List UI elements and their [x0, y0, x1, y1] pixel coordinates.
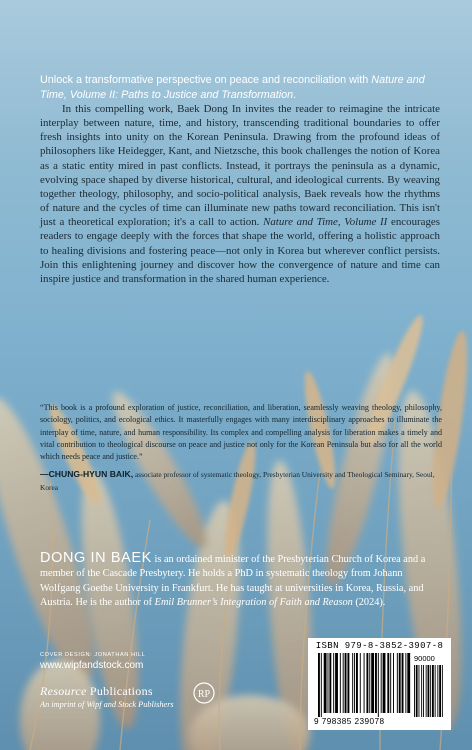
cover-credits — [40, 652, 145, 671]
barcode-addon-bar — [423, 665, 424, 717]
barcode-addon-bar — [426, 665, 427, 717]
lead-line: Unlock a transformative perspective on peace and reconciliation with — [40, 74, 369, 86]
cover-design-credit: COVER DESIGN: JONATHAN HILL — [40, 652, 146, 658]
barcode-bar — [375, 653, 377, 713]
bio-book-title: Emil Brunner’s Integration of Faith and Reason — [154, 597, 353, 609]
barcode-bar — [352, 653, 353, 713]
barcode-bar — [383, 653, 386, 713]
barcode-bar — [378, 653, 379, 717]
barcode-addon-bar — [439, 665, 441, 717]
barcode-addon-bar — [419, 665, 420, 717]
publisher-logo-icon — [193, 682, 215, 704]
description-part-2: encourages readers to engage deeply with the forces that shape the world, offering a holistic approach to healing divisions and fostering peace—not only in Korea but wherever conflict persists. Join this enlightening journey and discover how the convergence of nature and time can inspire justice and transformation in the shared human experience. — [40, 216, 440, 285]
publisher-imprint: An imprint of Wipf and Stock Publishers — [40, 700, 174, 709]
author-name: DONG IN BAEK — [40, 550, 152, 566]
barcode-addon-bar — [428, 665, 430, 717]
barcode-bar — [356, 653, 358, 713]
barcode-bar — [371, 653, 374, 713]
barcode-bar — [407, 653, 410, 713]
barcode-bar — [340, 653, 341, 713]
barcode-bar — [343, 653, 344, 713]
barcode-addon-digits: 90000 — [414, 654, 435, 663]
lead-tagline — [40, 73, 440, 102]
barcode-bar — [387, 653, 389, 713]
lead-end: . — [293, 88, 297, 101]
barcode-addon-bar — [414, 665, 415, 717]
barcode-addon-bar — [416, 665, 418, 717]
isbn-label: ISBN 979-8-3852-3907-8 — [315, 641, 444, 651]
barcode-addon-bar — [437, 665, 438, 717]
barcode-bar — [402, 653, 404, 713]
barcode-bar — [381, 653, 382, 713]
description-part-1: In this compelling work, Baek Dong In invites the reader to reimagine the intricate interplay between nature, time, and history, transcending traditional boundaries to offer fresh insights into unity on the Korean Peninsula. Drawing from the profound ideas of philosophers like Heidegger, Kant, and Nietzsche, this book challenges the notion of Korea as a static entity mired in past conflicts. Instead, it portrays the peninsula as a dynamic, evolving space shaped by diverse historical, cultural, and ideological currents. By weaving together theology, philosophy, and socio-political analysis, Baek reveals how the rhythms of nature and the cycles of time can illuminate new paths toward reconciliation. This isn't just a theoretical exploration; it's a call to action. — [40, 103, 440, 229]
endorsement-quote: “This book is a profound exploration of justice, reconciliation, and liberation, seamlessly weaving theology, philosophy, sociology, politics, and ecological ethics. It masterfully engages with many interdisciplinary approaches to illuminate the interplay of time, nature, and human responsibility. Its complex and compelling analysis for liberation makes a timely and vital contribution to theological discourse on peace and justice not only for the Korean Peninsula but also for all the world which needs peace and justice.” — [40, 403, 442, 462]
barcode-bar — [366, 653, 368, 713]
barcode-bar — [405, 653, 406, 713]
barcode-bar — [360, 653, 361, 713]
description-title: Nature and Time, Volume II — [263, 216, 388, 229]
endorser-name: —CHUNG-HYUN BAIK, — [40, 469, 134, 479]
publisher-website: www.wipfandstock.com — [40, 660, 144, 671]
lead-title: Nature and Time, Volume II: Paths to Justice and Transformation — [40, 74, 425, 101]
barcode-bar — [345, 653, 347, 713]
barcode-bar — [364, 653, 365, 713]
barcode-bar — [390, 653, 391, 713]
barcode-bar — [397, 653, 398, 713]
barcode-bar — [335, 653, 338, 713]
barcode-bar — [318, 653, 320, 717]
author-bio — [40, 551, 444, 611]
barcode-panel — [308, 638, 451, 730]
barcode-bar — [324, 653, 327, 713]
barcode-addon-bar — [432, 665, 434, 717]
endorsement-attribution — [40, 468, 444, 494]
barcode-addon-bar — [430, 665, 431, 717]
barcode-addon-bar — [421, 665, 422, 717]
bio-end: (2024). — [352, 597, 386, 609]
barcode-addon-bar — [435, 665, 436, 717]
barcode-bar — [321, 653, 322, 717]
bio-text: is an ordained minister of the Presbyterian Church of Korea and a member of the Cascade Presbytery. He holds a PhD in systematic theology from Johann Wolfgang Goethe University in Frankfurt. He has taught at universities in Korea, Russia, and Austria. He is the author of — [40, 554, 426, 609]
publisher-name-italic: Resource — [40, 684, 90, 698]
barcode-digits: 9 798385 239078 — [314, 717, 385, 726]
barcode-bar — [333, 653, 334, 713]
barcode-addon-bar — [442, 665, 443, 717]
barcode-bar — [369, 653, 370, 713]
barcode-bar — [329, 653, 331, 713]
barcode-bar — [399, 653, 401, 713]
book-description — [40, 102, 440, 286]
publisher-name-roman: Publications — [89, 684, 153, 698]
endorser-affiliation: associate professor of systematic theology, Presbyterian University and Theological Seminary, Seoul, Korea — [40, 470, 435, 492]
barcode-bar — [328, 653, 329, 713]
barcode-bar — [347, 653, 349, 713]
barcode-bar — [354, 653, 355, 713]
publisher-logo-letters: RP — [197, 689, 211, 700]
ean-barcode — [314, 653, 445, 717]
barcode-bar — [393, 653, 394, 713]
